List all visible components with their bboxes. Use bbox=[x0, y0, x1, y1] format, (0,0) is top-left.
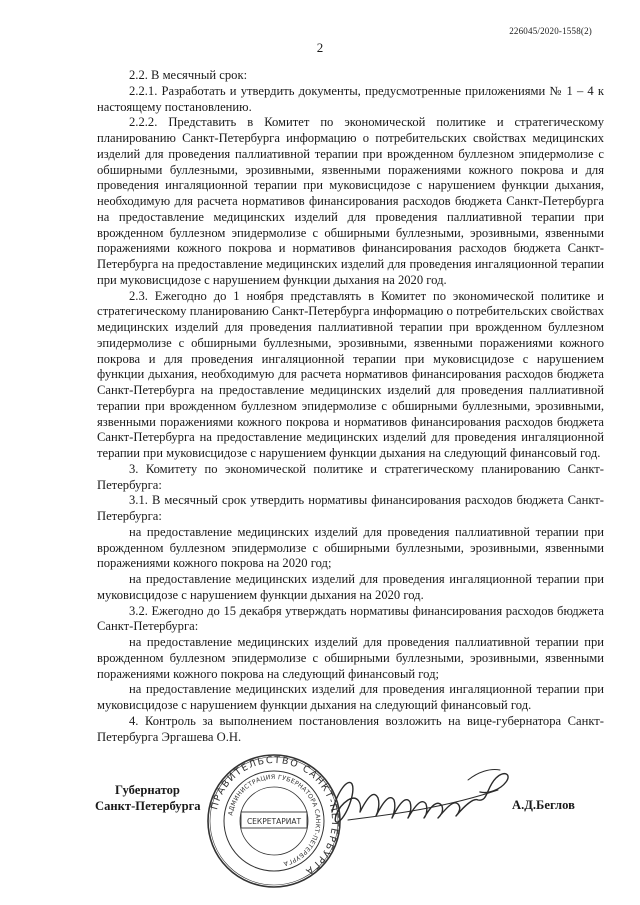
paragraph-4: 4. Контроль за выполнением постановления возложить на вице-губернатора Санкт-Петербурга Эргашева О.Н. bbox=[97, 713, 604, 744]
signatory-name: А.Д.Беглов bbox=[512, 798, 575, 812]
seal-center-text: СЕКРЕТАРИАТ bbox=[246, 817, 302, 826]
document-code: 226045/2020-1558(2) bbox=[509, 26, 592, 36]
signatory-title bbox=[95, 783, 201, 814]
signatory-title-line1: Губернатор bbox=[115, 783, 180, 797]
paragraph-3-1-a: на предоставление медицинских изделий для проведения паллиативной терапии при врожденном буллезном эпидермолизе с обширными буллезными, эрозивными, язвенными поражениями кожного покрова на 2020 год; bbox=[97, 524, 604, 571]
paragraph-2-2: 2.2. В месячный срок: bbox=[129, 68, 248, 82]
paragraph-2-2-1: 2.2.1. Разработать и утвердить документы, предусмотренные приложениями № 1 – 4 к настоящему постановлению. bbox=[97, 83, 604, 114]
seal-inner-text: АДМИНИСТРАЦИЯ ГУБЕРНАТОРА САНКТ-ПЕТЕРБУРГА bbox=[227, 773, 322, 867]
paragraph-3-2: 3.2. Ежегодно до 15 декабря утверждать нормативы финансирования расходов бюджета Санкт-Петербурга: bbox=[97, 603, 604, 634]
page-number: 2 bbox=[316, 40, 324, 55]
seal-outer-text: ПРАВИТЕЛЬСТВО САНКТ-ПЕТЕРБУРГА bbox=[209, 754, 341, 878]
document-body bbox=[97, 68, 604, 745]
paragraph-3-2-a: на предоставление медицинских изделий для проведения паллиативной терапии при врожденном буллезном эпидермолизе с обширными буллезными, эрозивными, язвенными поражениями кожного покрова на следующий финансовый год; bbox=[97, 635, 604, 681]
handwritten-signature-icon bbox=[318, 760, 518, 840]
paragraph-2-2-2: 2.2.2. Представить в Комитет по экономической политике и стратегическому планированию Санкт-Петербурга информацию о потребительских свойствах медицинских изделий для проведения паллиативной терапии при врожденном буллезном эпидермолизе с обширными буллезными, эрозивными, язвенными поражениями кожного покрова и для проведения ингаляционной терапии при муковисцидозе с нарушением функции дыхания, необходимую для расчета нормативов финансирования расходов бюджета Санкт-Петербурга на предоставление медицинских изделий для проведения паллиативной терапии при врожденном буллезном эпидермолизе с обширными буллезными, эрозивными, язвенными поражениями кожного покрова и нормативов финансирования расходов бюджета Санкт-Петербурга на предоставление медицинских изделий для проведения ингаляционной терапии при муковисцидозе с нарушением функции дыхания на 2020 год. bbox=[97, 115, 604, 287]
paragraph-3-1: 3.1. В месячный срок утвердить нормативы финансирования расходов бюджета Санкт-Петербурга: bbox=[97, 493, 604, 523]
paragraph-3-2-b: на предоставление медицинских изделий для проведения ингаляционной терапии при муковисцидозе с нарушением функции дыхания на следующий финансовый год. bbox=[97, 682, 604, 712]
signatory-title-line2: Санкт-Петербурга bbox=[95, 798, 201, 813]
paragraph-3-1-b: на предоставление медицинских изделий для проведения ингаляционной терапии при муковисцидозе с нарушением функции дыхания на 2020 год. bbox=[97, 572, 604, 602]
paragraph-2-3: 2.3. Ежегодно до 1 ноября представлять в Комитет по экономической политике и стратегическому планированию Санкт-Петербурга информацию о потребительских свойствах медицинских изделий для проведения паллиативной терапии при врожденном буллезном эпидермолизе с обширными буллезными, эрозивными, язвенными поражениями кожного покрова и для проведения ингаляционной терапии при муковисцидозе с нарушением функции дыхания, необходимую для расчета нормативов финансирования расходов бюджета Санкт-Петербурга на предоставление медицинских изделий для проведения паллиативной терапии при врожденном буллезном эпидермолизе с обширными буллезными, эрозивными, язвенными поражениями кожного покрова и нормативов финансирования расходов бюджета Санкт-Петербурга на предоставление медицинских изделий для проведения ингаляционной терапии при муковисцидозе с нарушением функции дыхания на следующий финансовый год. bbox=[97, 288, 604, 460]
paragraph-3: 3. Комитету по экономической политике и стратегическому планированию Санкт-Петербурга: bbox=[97, 461, 604, 492]
